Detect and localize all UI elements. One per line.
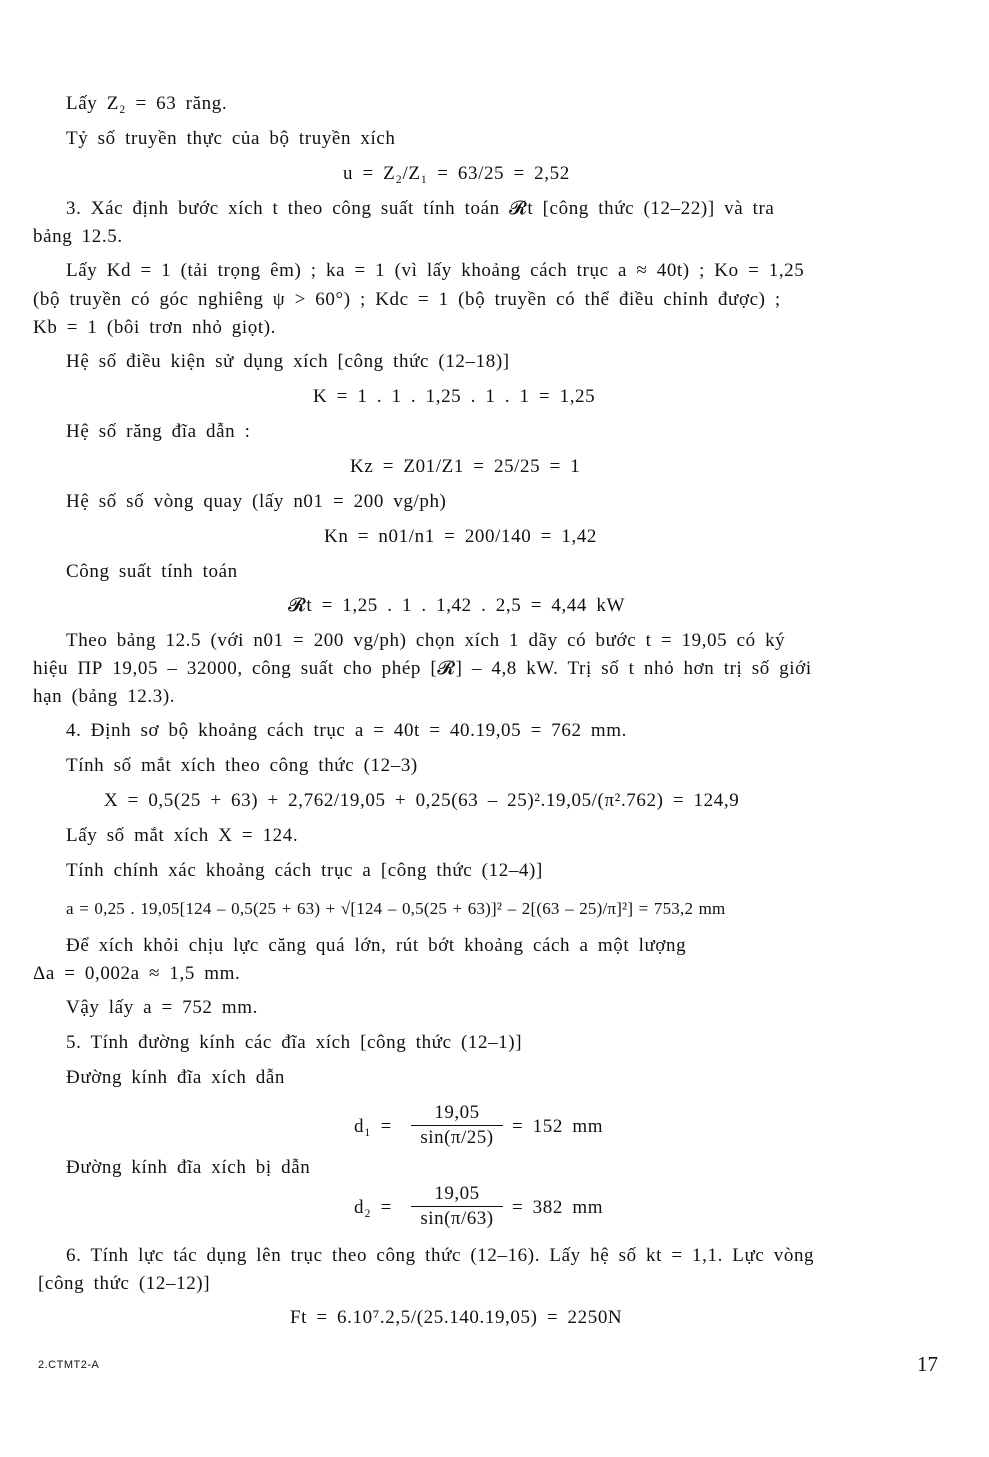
text-line: Kb = 1 (bôi trơn nhỏ giọt).: [33, 317, 277, 338]
text-line: bảng 12.5.: [33, 226, 123, 247]
text-line: Hệ số số vòng quay (lấy n01 = 200 vg/ph): [66, 491, 447, 512]
text-line: Đường kính đĩa xích dẫn: [66, 1067, 286, 1088]
formula-line: Ft = 6.10⁷.2,5/(25.140.19,05) = 2250N: [290, 1307, 623, 1328]
text-line: Lấy Z₂ = 63 răng.: [66, 93, 228, 114]
formula-line: X = 0,5(25 + 63) + 2,762/19,05 + 0,25(63 – 25)².19,05/(π².762) = 124,9: [104, 790, 740, 811]
text-line: (bộ truyền có góc nghiêng ψ > 60°) ; Kdc = 1 (bộ truyền có thể điều chỉnh được) ;: [33, 289, 781, 310]
text-line: Vậy lấy a = 752 mm.: [66, 997, 258, 1018]
formula-line: u = Z₂/Z₁ = 63/25 = 2,52: [343, 163, 570, 184]
text-line: 4. Định sơ bộ khoảng cách trục a = 40t = 40.19,05 = 762 mm.: [66, 720, 628, 741]
text-line: Theo bảng 12.5 (với n01 = 200 vg/ph) chọn xích 1 dãy có bước t = 19,05 có ký: [66, 630, 786, 651]
text-line: 3. Xác định bước xích t theo công suất tính toán 𝓡t [công thức (12–22)] và tra: [66, 198, 775, 219]
text-line: Lấy Kd = 1 (tải trọng êm) ; ka = 1 (vì lấy khoảng cách trục a ≈ 40t) ; Ko = 1,25: [66, 260, 805, 281]
text-line: hiệu ПР 19,05 – 32000, công suất cho phép [𝓡] – 4,8 kW. Trị số t nhỏ hơn trị số giới: [33, 658, 812, 679]
formula-line: K = 1 . 1 . 1,25 . 1 . 1 = 1,25: [313, 386, 596, 407]
fraction-bar: [411, 1125, 503, 1126]
formula-d1-fraction: [411, 1102, 503, 1149]
formula-d1-rhs: = 152 mm: [512, 1116, 604, 1137]
text-line: 5. Tính đường kính các đĩa xích [công thức (12–1)]: [66, 1032, 523, 1053]
formula-d2-rhs: = 382 mm: [512, 1197, 604, 1218]
text-line: hạn (bảng 12.3).: [33, 686, 176, 707]
text-line: Δa = 0,002a ≈ 1,5 mm.: [33, 963, 241, 984]
text-line: 6. Tính lực tác dụng lên trục theo công thức (12–16). Lấy hệ số kt = 1,1. Lực vòng: [66, 1245, 815, 1266]
text-line: Tính số mắt xích theo công thức (12–3): [66, 755, 418, 776]
formula-line: a = 0,25 . 19,05[124 – 0,5(25 + 63) + √[124 – 0,5(25 + 63)]² – 2[(63 – 25)/π]²] = 753,2 mm: [66, 899, 726, 918]
text-line: Để xích khỏi chịu lực căng quá lớn, rút bớt khoảng cách a một lượng: [66, 935, 687, 956]
formula-d1-denominator: sin(π/25): [420, 1127, 494, 1148]
text-line: [công thức (12–12)]: [38, 1273, 211, 1294]
formula-d1-numerator: 19,05: [434, 1102, 480, 1123]
text-line: Tỷ số truyền thực của bộ truyền xích: [66, 128, 396, 149]
formula-line: 𝓡t = 1,25 . 1 . 1,42 . 2,5 = 4,44 kW: [288, 595, 625, 616]
text-line: Hệ số răng đĩa dẫn :: [66, 421, 251, 442]
footer-code: 2.CTMT2-A: [38, 1359, 100, 1371]
formula-d2-lhs: d₂ =: [354, 1197, 392, 1218]
text-line: Công suất tính toán: [66, 561, 238, 582]
formula-d2-fraction: [411, 1183, 503, 1230]
formula-d1-lhs: d₁ =: [354, 1116, 392, 1137]
formula-line: Kz = Z01/Z1 = 25/25 = 1: [350, 456, 581, 477]
page-number: 17: [917, 1352, 938, 1376]
text-line: Lấy số mắt xích X = 124.: [66, 825, 299, 846]
formula-d2-numerator: 19,05: [434, 1183, 480, 1204]
text-line: Tính chính xác khoảng cách trục a [công thức (12–4)]: [66, 860, 543, 881]
text-line: Hệ số điều kiện sử dụng xích [công thức (12–18)]: [66, 351, 510, 372]
text-line: Đường kính đĩa xích bị dẫn: [66, 1157, 311, 1178]
fraction-bar: [411, 1206, 503, 1207]
formula-d2-denominator: sin(π/63): [420, 1208, 494, 1229]
formula-line: Kn = n01/n1 = 200/140 = 1,42: [324, 526, 597, 547]
